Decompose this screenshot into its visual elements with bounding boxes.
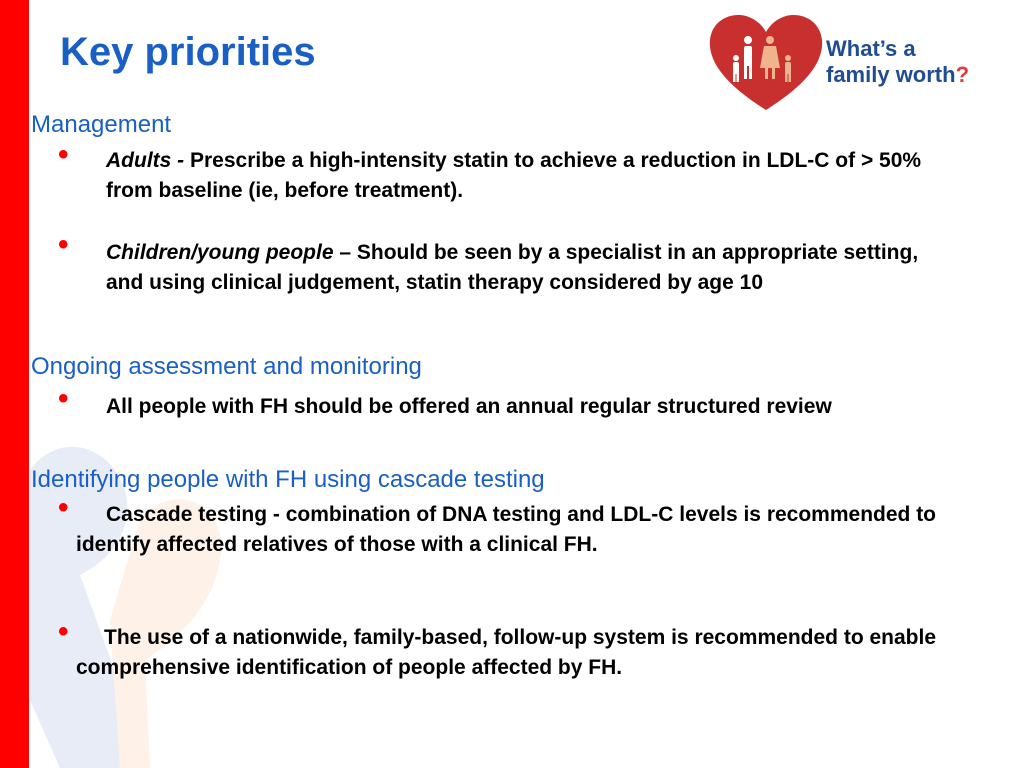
bullet: • — [58, 382, 69, 415]
list-item: The use of a nationwide, family-based, follow-up system is recommended to enable comprehensive identification of people affected by FH. — [76, 626, 937, 679]
logo-line-1: What’s a — [826, 36, 916, 61]
list-item: All people with FH should be offered an annual regular structured review — [106, 395, 832, 418]
page-title: Key priorities — [60, 30, 316, 74]
list-item: Adults - Prescribe a high-intensity statin to achieve a reduction in LDL-C of > 50% from baseline (ie, before treatment). — [106, 149, 922, 202]
logo-line-2: family worth? — [826, 62, 970, 87]
bullet: • — [58, 228, 69, 261]
logo-text — [826, 36, 969, 88]
list-item: Children/young people – Should be seen by a specialist in an appropriate setting, and using clinical judgement, statin therapy considered by age 10 — [106, 241, 919, 294]
section-heading-management: Management — [31, 111, 172, 138]
bullet: • — [58, 491, 69, 524]
bullet: • — [58, 615, 69, 648]
section-heading-cascade-testing: Identifying people with FH using cascade testing — [31, 466, 545, 493]
heart-family-icon — [706, 10, 826, 115]
logo-question-mark: ? — [955, 62, 970, 87]
list-item: Cascade testing - combination of DNA testing and LDL-C levels is recommended to identify affected relatives of those with a clinical FH. — [76, 503, 937, 556]
bullet: • — [58, 138, 69, 171]
section-heading-ongoing-assessment: Ongoing assessment and monitoring — [31, 353, 422, 380]
